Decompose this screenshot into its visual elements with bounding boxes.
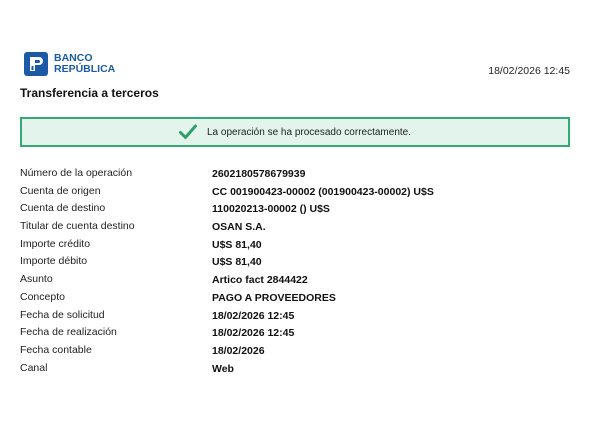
detail-value: 110020213-00002 () U$S bbox=[212, 203, 330, 216]
detail-value: PAGO A PROVEEDORES bbox=[212, 291, 336, 304]
detail-value: OSAN S.A. bbox=[212, 221, 266, 234]
detail-value: U$S 81,40 bbox=[212, 256, 262, 269]
page-title: Transferencia a terceros bbox=[20, 86, 159, 100]
success-message: La operación se ha procesado correctamente. bbox=[206, 126, 411, 138]
checkmark-icon bbox=[179, 124, 197, 140]
detail-label: Importe débito bbox=[20, 255, 88, 268]
brand-line-2: REPÚBLICA bbox=[54, 63, 116, 75]
bank-logo[interactable] bbox=[24, 52, 115, 76]
detail-label: Número de la operación bbox=[20, 167, 133, 179]
detail-value: U$S 81,40 bbox=[212, 238, 262, 251]
detail-label: Fecha contable bbox=[20, 343, 92, 356]
detail-value: 18/02/2026 12:45 bbox=[212, 327, 295, 340]
brand-line-1: BANCO bbox=[54, 52, 93, 64]
bank-logo-icon bbox=[24, 52, 48, 76]
detail-label: Importe crédito bbox=[20, 237, 91, 250]
detail-label: Fecha de solicitud bbox=[20, 308, 105, 321]
success-banner bbox=[20, 117, 570, 147]
detail-label: Cuenta de origen bbox=[20, 184, 101, 197]
detail-value: 2602180578679939 bbox=[212, 168, 306, 180]
header-datetime: 18/02/2026 12:45 bbox=[488, 65, 570, 77]
detail-value: CC 001900423-00002 (001900423-00002) U$S bbox=[212, 185, 434, 198]
detail-value: 18/02/2026 12:45 bbox=[212, 309, 295, 322]
detail-label: Concepto bbox=[20, 290, 65, 303]
detail-label: Canal bbox=[20, 361, 48, 374]
bank-logo-text bbox=[54, 53, 115, 75]
detail-value: Web bbox=[212, 362, 234, 375]
detail-value: Artico fact 2844422 bbox=[212, 274, 308, 287]
detail-label: Titular de cuenta destino bbox=[20, 220, 135, 233]
detail-label: Cuenta de destino bbox=[20, 202, 106, 215]
detail-label: Fecha de realización bbox=[20, 326, 117, 339]
detail-label: Asunto bbox=[20, 273, 53, 286]
detail-value: 18/02/2026 bbox=[212, 344, 265, 357]
